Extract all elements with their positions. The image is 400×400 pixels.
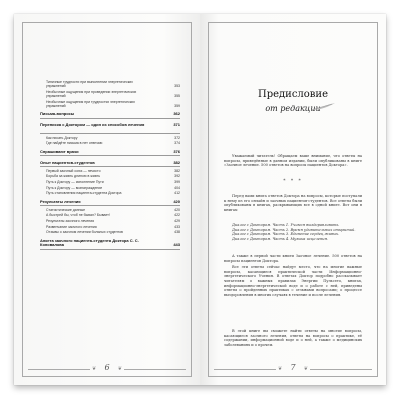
toc-entry [46, 180, 180, 184]
toc-title: Путь становления пациента-студента Доктора [46, 191, 122, 196]
toc-page-number: 382 [173, 159, 180, 165]
toc-title: Развенчание заочного лечения [46, 224, 97, 229]
toc-page-number: 399 [174, 180, 180, 184]
footer-rule-right [124, 369, 186, 370]
toc-title: Путь к Доктору — исполнение Пути [46, 180, 104, 184]
intro-paragraph [224, 154, 362, 168]
toc-title: Необычные ощущения при трудностях энергетических упражнений [46, 99, 136, 108]
toc-title: Борьба за жизнь длиною в жизнь [46, 174, 101, 179]
chapter-subtitle: от редакции [265, 104, 321, 113]
quill-icon [310, 102, 336, 112]
paragraph: В этой книге вы сможете найти ответы на многие вопросы, касающиеся заочного лечения, ответы на вопросы о практике, её содержании, информационной воде и о ней, а также о медицинских заболеваниях и о прочем. [224, 329, 362, 347]
toc-page-number: 433 [174, 224, 180, 229]
toc-page-number: 355 [174, 94, 180, 98]
toc-title: Первый заочный союз — нечисто [46, 168, 101, 173]
toc-divider [40, 155, 180, 156]
body-paragraph [224, 254, 362, 297]
toc-title: Результаты лечения [40, 198, 81, 204]
list-item: Диалог с Доктором. Часть 3. Единение сердец живых. [232, 232, 340, 237]
list-item: Диалог с Доктором. Часть 2. Время удивительных открытий. [232, 227, 356, 232]
toc-page-number: 422 [174, 213, 180, 218]
toc-section [40, 200, 180, 204]
toc-title: Необычные ощущения при проведении энергетических упражнений [46, 89, 137, 98]
toc-page-number: 420 [173, 198, 180, 204]
toc-page-number: 382 [174, 168, 180, 173]
toc-divider [40, 249, 180, 250]
paragraph: Все эти ответы сейчас найдут место, что на многие важные вопросы, касающиеся практической части Информационно-энергетического Учения. В ответах Доктор подробно рассказывает читателям о важных правилах Энергии Пульсето, книгах, информационно-энергетической воде и о работе с ней, приведены ответы о пройденных практиках с отзывами вопросами; о процессе выздоровления в многих случаях в течение и после лечения. [224, 265, 362, 297]
paragraph: Перед вами книга ответов Доктора на вопросы, которые поступали к нему из его онлайн и заочных пациентов-студентов. Все ответы были опубликованы в книгах, раскрывающих все в одной книге. Вот они в книгах: [224, 194, 362, 212]
toc-page-number: 443 [173, 242, 180, 247]
paragraph: А также в первой части книги Заочное лечение. 500 ответов на вопросы пациентов Доктора. [224, 254, 362, 263]
toc-entry [46, 100, 180, 108]
toc-page-number: 362 [173, 111, 180, 117]
toc-title: Анкета заочного пациента-студента Доктора С. С. Коновалова [40, 237, 139, 247]
footer-ornament-right: ❦ [117, 366, 122, 372]
toc-title: Где найдёте письма в нет отвечаю [46, 141, 103, 146]
toc-title: Отзывы о заочном лечении больных студентов [46, 230, 123, 235]
toc-section [40, 161, 180, 165]
footer-ornament-right: ❦ [303, 366, 308, 372]
toc-page-number: 429 [174, 219, 180, 223]
toc-title: Как писать Доктору [46, 135, 78, 140]
page-number: 7 [290, 363, 296, 372]
toc-title: Результаты заочного лечения [46, 219, 95, 223]
page-number: 6 [104, 363, 110, 372]
footer-ornament-left: ❦ [92, 366, 97, 372]
toc-entry [46, 225, 180, 229]
toc-entry [46, 208, 180, 212]
page-footer [214, 363, 372, 375]
toc-title: Типичные трудности при выполнении энергетических упражнений [46, 80, 133, 89]
toc-title: Письма-вопросы [40, 111, 75, 117]
open-book [14, 14, 386, 385]
toc-title: Статистические данные [46, 207, 86, 212]
toc-entry [46, 90, 180, 98]
body-paragraph [224, 194, 362, 212]
toc-title: Опыт пациентов-студентов [40, 159, 95, 165]
chapter-title: Предисловие [257, 89, 329, 100]
toc-title: Переписка с Доктором — один из способов лечения [40, 122, 145, 128]
toc-divider [40, 166, 180, 167]
toc-page-number: 404 [174, 185, 180, 190]
left-page [14, 14, 200, 385]
list-item: Диалог с Доктором. Часть 4. Музыка исцеления. [232, 236, 329, 241]
toc-title: Спрашивают врачи [40, 148, 79, 154]
toc-divider [40, 205, 180, 206]
toc-entry [46, 80, 180, 88]
toc-section [40, 150, 180, 154]
toc-page-number: 438 [174, 230, 180, 235]
body-paragraph [224, 329, 362, 347]
right-page [200, 14, 386, 385]
toc-entry [46, 169, 180, 173]
toc-entry [46, 186, 180, 190]
section-separator: * * * [283, 179, 303, 184]
toc-entry [46, 141, 180, 145]
toc-entry [46, 213, 180, 217]
toc-section [40, 239, 180, 247]
toc-divider [40, 133, 180, 134]
book-list [224, 223, 362, 241]
toc-entry [46, 174, 180, 178]
footer-ornament-left: ❦ [278, 366, 283, 372]
toc-page-number: 420 [174, 207, 180, 212]
toc-section [40, 112, 180, 116]
toc-page-number: 376 [173, 148, 180, 154]
toc-section [40, 123, 180, 127]
page-footer [28, 363, 186, 375]
toc-page-number: 353 [174, 84, 180, 89]
toc-title: А быстрей бы, чтоб не бывал? Бывает! [46, 213, 110, 218]
list-item: Диалог с Доктором. Часть 1. Учимся выздоравливать. [232, 223, 340, 227]
toc-divider [40, 118, 180, 119]
toc-entry [46, 191, 180, 195]
toc-entry [46, 230, 180, 234]
footer-rule-right [310, 369, 372, 370]
toc-page-number: 412 [174, 191, 180, 196]
toc-entry [46, 219, 180, 223]
toc-title: Путь к Доктору — вознаграждение [46, 185, 103, 190]
toc-page-number: 359 [174, 103, 180, 108]
toc-page-number: 392 [174, 174, 180, 179]
toc-page-number: 372 [174, 135, 180, 140]
paragraph: Уважаемый читатель! Обращаем ваше внимание, что ответы на вопросы, приведённые в данном издании, были опубликованы в книге «Заочное лечение. 500 ответов на вопросы пациентов Доктора». [224, 154, 362, 168]
toc-page-number: 371 [173, 122, 180, 128]
toc-entry [46, 136, 180, 140]
toc-page-number: 374 [174, 141, 180, 146]
